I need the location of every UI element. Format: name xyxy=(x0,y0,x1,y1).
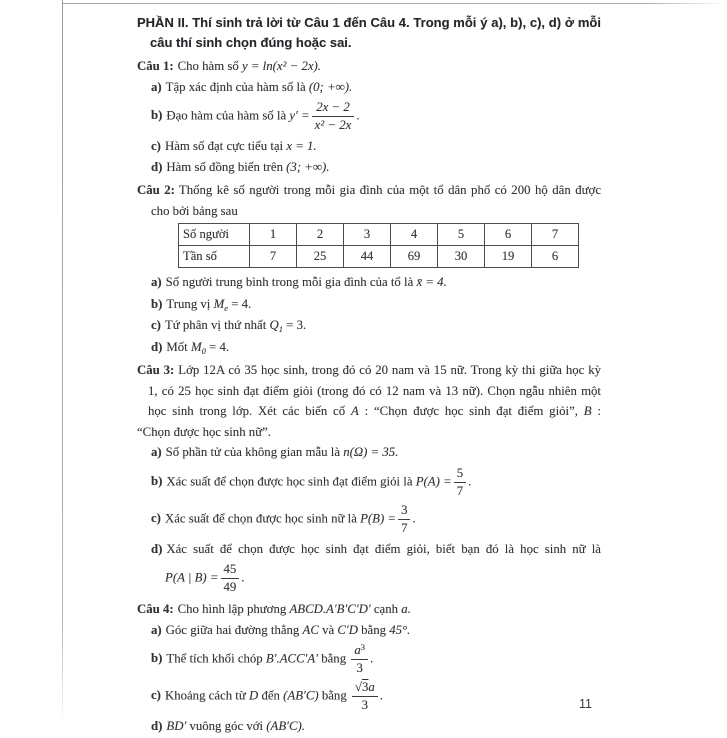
table-cell: 5 xyxy=(438,224,485,246)
q1-item-a xyxy=(137,78,601,97)
item-label: c) xyxy=(151,510,161,525)
item-math-var: M xyxy=(213,296,225,311)
item-math: B′.ACC′A′ xyxy=(265,651,319,666)
q2-item-b xyxy=(137,295,601,314)
q2-item-a xyxy=(137,273,601,292)
item-label: d) xyxy=(151,159,163,174)
table-cell: 7 xyxy=(532,224,579,246)
table-header-cell: Số người xyxy=(179,224,250,246)
intro-text: : “Chọn được học sinh đạt điểm giỏi”, xyxy=(358,404,584,418)
fraction-numerator: 5 xyxy=(456,465,464,480)
fraction xyxy=(312,100,355,133)
item-label: c) xyxy=(151,688,161,703)
item-label: d) xyxy=(151,719,163,733)
table-cell: 25 xyxy=(297,246,344,268)
item-label: a) xyxy=(151,275,162,289)
q1-item-d xyxy=(137,158,601,177)
fraction-denominator: 49 xyxy=(221,578,240,595)
fraction xyxy=(454,466,466,499)
fraction xyxy=(352,680,378,713)
heading-line-2: câu thí sinh chọn đúng hoặc sai. xyxy=(150,34,352,50)
page-content xyxy=(137,13,601,738)
question-2-intro-line-1 xyxy=(137,181,601,200)
item-label: a) xyxy=(151,79,162,94)
item-math-1: D xyxy=(249,688,259,703)
q3-item-c xyxy=(137,503,601,536)
item-math: (0; +∞). xyxy=(308,79,353,94)
page-edge-left xyxy=(62,0,63,727)
item-tail: . xyxy=(241,570,245,585)
item-math-sub: 1 xyxy=(278,324,283,334)
question-3-intro-line-2: 1, có 25 học sinh đạt điểm giỏi (trong đó có 12 nam và 13 nữ). Chọn ngẫu nhiên một xyxy=(148,383,601,398)
item-label: c) xyxy=(151,318,161,332)
item-tail: . xyxy=(412,510,416,525)
item-mid: vuông góc với xyxy=(186,719,267,733)
radical-sign: √ xyxy=(354,680,362,694)
question-1-math: y = ln(x² − 2x). xyxy=(241,59,321,73)
question-4-text: Cho hình lập phương xyxy=(177,602,290,616)
table-cell: 6 xyxy=(485,224,532,246)
item-math-sub: e xyxy=(224,302,229,313)
item-text: Số phần tử của không gian mẫu là xyxy=(165,445,344,459)
section-heading xyxy=(137,13,601,52)
item-label: a) xyxy=(151,622,162,637)
item-math-post: = 4. xyxy=(205,339,230,354)
table-cell: 7 xyxy=(250,246,297,268)
q4-item-a xyxy=(137,621,601,640)
table-row-so-nguoi xyxy=(179,224,579,246)
item-text: Số người trung bình trong mỗi gia đình của tổ là xyxy=(165,275,417,289)
event-a: A xyxy=(350,404,359,418)
item-text: Trung vị xyxy=(166,296,214,311)
q4-item-b xyxy=(137,643,601,676)
numerator-base: a xyxy=(354,643,361,657)
item-text: Hàm số đồng biến trên xyxy=(166,159,287,174)
radicand: 3 xyxy=(361,680,369,694)
item-math: P(B) = xyxy=(360,510,397,525)
item-text: Mốt xyxy=(166,339,191,354)
table-cell: 69 xyxy=(391,246,438,268)
item-math: n(Ω) = 35. xyxy=(343,445,399,459)
item-mid: và xyxy=(318,622,338,637)
question-4-intro xyxy=(137,600,601,619)
item-text: Góc giữa hai đường thẳng xyxy=(165,622,303,637)
item-label: b) xyxy=(151,651,163,666)
item-post: bằng xyxy=(318,688,350,703)
item-text: Xác suất để chọn được học sinh đạt điểm giỏi, biết bạn đó là học sinh nữ là xyxy=(166,541,601,556)
question-2-label: Câu 2: xyxy=(137,183,175,197)
item-math: x̄ = 4. xyxy=(416,275,447,289)
item-text: Thể tích khối chóp xyxy=(166,651,266,666)
item-math-2: (AB′C). xyxy=(266,719,305,733)
question-1-intro xyxy=(137,57,601,76)
fraction-numerator: 45 xyxy=(223,562,237,576)
event-b: B xyxy=(583,404,592,418)
question-3-intro-line-4: “Chọn được học sinh nữ”. xyxy=(137,424,272,439)
q3-item-d-line-1 xyxy=(137,540,601,559)
question-2-text: Thống kê số người trong mỗi gia đình của một tổ dân phố có 200 hộ dân được xyxy=(178,183,601,197)
item-label: a) xyxy=(151,445,162,459)
item-text: Tứ phân vị thứ nhất xyxy=(164,318,270,332)
item-math-3: 45°. xyxy=(389,622,411,637)
table-cell: 19 xyxy=(485,246,532,268)
item-label: b) xyxy=(151,108,163,123)
intro-text: : xyxy=(591,404,601,418)
q1-item-c xyxy=(137,137,601,156)
q2-item-c xyxy=(137,316,601,335)
item-tail: . xyxy=(468,473,472,488)
item-math-post: = 4. xyxy=(228,296,252,311)
fraction-denominator: 3 xyxy=(352,696,378,713)
item-math-var: Q xyxy=(269,318,279,332)
table-cell: 44 xyxy=(344,246,391,268)
fraction-numerator: 2x − 2 xyxy=(316,100,350,114)
q3-item-b xyxy=(137,466,601,499)
item-label: b) xyxy=(151,473,163,488)
question-2-intro-line-2: cho bởi bảng sau xyxy=(151,203,238,218)
item-math-var: M xyxy=(190,339,202,354)
fraction-denominator: x² − 2x xyxy=(312,116,355,133)
question-1-text: Cho hàm số xyxy=(177,59,242,73)
q3-item-d-formula xyxy=(137,562,601,595)
numerator-tail: a xyxy=(368,680,375,694)
frequency-table xyxy=(178,223,579,268)
heading-line-1: PHẦN II. Thí sinh trả lời từ Câu 1 đến Câu 4. Trong mỗi ý a), b), c), d) ở mỗi xyxy=(137,15,601,30)
item-text: Xác suất để chọn được học sinh đạt điểm giỏi là xyxy=(166,473,416,488)
fraction-denominator: 3 xyxy=(351,659,368,676)
item-math-sub: 0 xyxy=(201,345,206,356)
table-cell: 4 xyxy=(391,224,438,246)
table-header-cell: Tần số xyxy=(179,246,250,268)
item-post: bằng xyxy=(357,622,390,637)
item-math-2: C′D xyxy=(337,622,358,637)
fraction-numerator: 3 xyxy=(401,502,408,517)
item-tail: . xyxy=(356,108,360,123)
item-math: P(A) = xyxy=(415,473,452,488)
table-cell: 1 xyxy=(250,224,297,246)
item-tail: . xyxy=(369,651,374,666)
question-3-text: Lớp 12A có 35 học sinh, trong đó có 20 nam và 15 nữ. Trong kỳ thi giữa học kỳ xyxy=(178,363,601,377)
item-math-1: AC xyxy=(302,622,319,637)
item-post: bằng xyxy=(318,651,350,666)
question-1-label: Câu 1: xyxy=(137,59,174,73)
item-math-2: (AB′C) xyxy=(283,688,319,703)
question-4-mid: cạnh xyxy=(370,602,402,616)
fraction-denominator: 7 xyxy=(454,482,466,499)
question-3-intro-line-1 xyxy=(137,361,601,380)
item-math: P(A | B) = xyxy=(165,570,219,585)
question-3-label: Câu 3: xyxy=(137,363,175,377)
fraction-numerator xyxy=(352,680,378,696)
item-math: y′ = xyxy=(289,108,310,123)
table-cell: 3 xyxy=(344,224,391,246)
q1-item-b xyxy=(137,100,601,133)
item-mid: đến xyxy=(258,688,284,703)
q4-item-c xyxy=(137,680,601,713)
item-label: d) xyxy=(151,541,163,556)
intro-text: học sinh trong lớp. Xét các biến cố xyxy=(148,404,351,418)
item-text: Xác suất để chọn được học sinh nữ là xyxy=(164,510,361,525)
page-number: 11 xyxy=(579,697,592,711)
item-text: Đạo hàm của hàm số là xyxy=(166,108,290,123)
table-row-tan-so xyxy=(179,246,579,268)
item-math-1: BD′ xyxy=(166,719,187,733)
item-math: x = 1. xyxy=(286,139,317,153)
numerator-exponent: 3 xyxy=(360,642,365,652)
item-math-post: = 3. xyxy=(282,318,307,332)
item-tail: . xyxy=(379,688,383,703)
fraction xyxy=(398,503,410,536)
table-cell: 30 xyxy=(438,246,485,268)
table-cell: 2 xyxy=(297,224,344,246)
fraction-denominator: 7 xyxy=(398,519,410,536)
question-3-intro-line-3 xyxy=(137,402,601,421)
table-cell: 6 xyxy=(532,246,579,268)
fraction-numerator xyxy=(351,643,368,659)
item-text: Khoảng cách từ xyxy=(164,688,249,703)
page-edge-top xyxy=(63,3,727,4)
q3-item-a xyxy=(137,443,601,462)
fraction xyxy=(351,643,368,676)
question-4-label: Câu 4: xyxy=(137,602,174,616)
item-math: (3; +∞). xyxy=(286,159,330,174)
question-4-math: ABCD.A′B′C′D′ xyxy=(289,602,371,616)
q4-item-d xyxy=(137,717,601,736)
item-text: Hàm số đạt cực tiểu tại xyxy=(164,139,287,153)
item-label: c) xyxy=(151,139,161,153)
question-4-math-2: a. xyxy=(401,602,411,616)
item-label: b) xyxy=(151,296,163,311)
fraction xyxy=(221,562,240,595)
q2-item-d xyxy=(137,338,601,357)
item-text: Tập xác định của hàm số là xyxy=(165,79,309,94)
item-label: d) xyxy=(151,339,163,354)
